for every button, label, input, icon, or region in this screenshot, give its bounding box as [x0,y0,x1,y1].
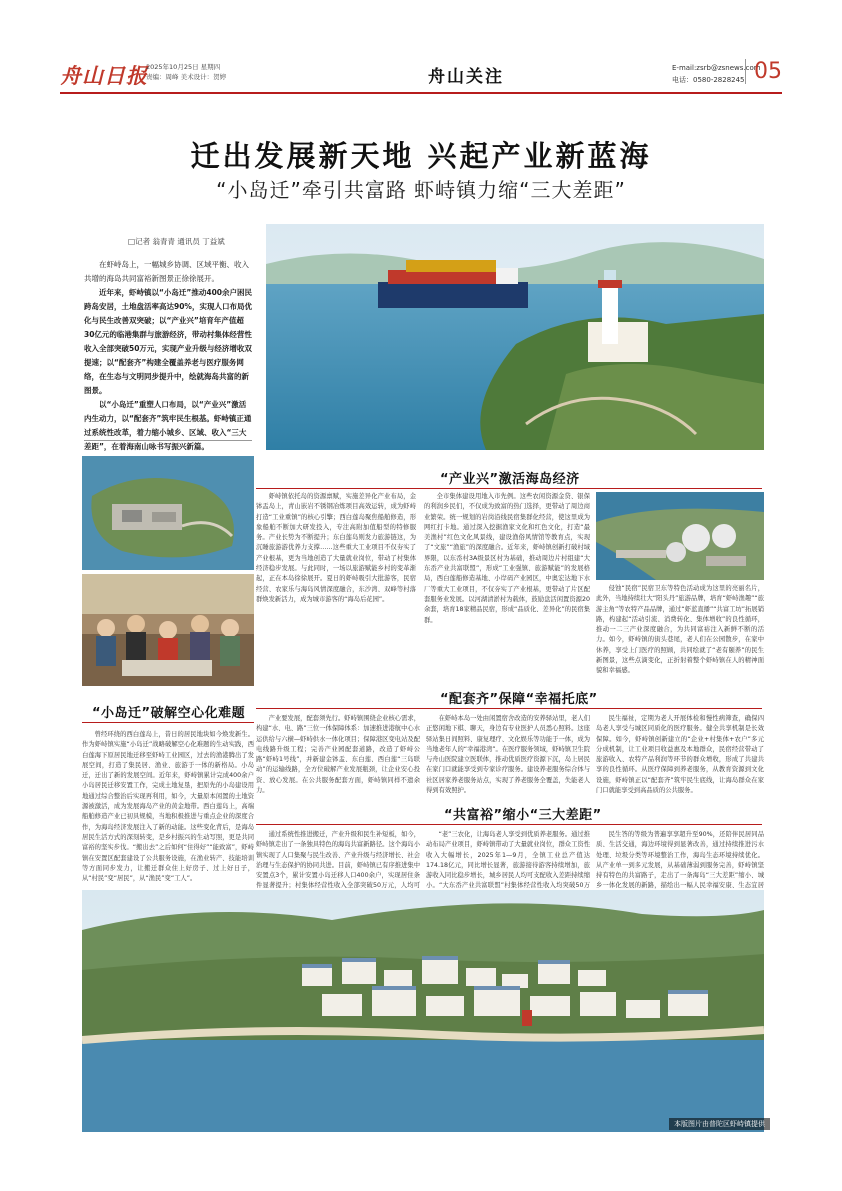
peitao-text-3: 民生福祉，定期为老人开展体检和慢性病筛查，确保四岛老人享受与城区同质化的医疗服务。健全共享机制是长效保障。如今，虾峙镇创新建立的“企业+村集体+农户”多元分成机制，让工业项目收益惠及本地群众，民宿经营带动了旅游收入、农特产品利润等环节的群众增收，形成了共建共享的良性循环。从医疗保障到养老服务，从教育资源到文化设施，虾峙镇正以“配套齐”筑牢民生底线，让海岛群众在家门口就能享受到高品质的公共服务。 [596,715,764,795]
aerial-island-photo [82,456,254,570]
village-panorama-photo [82,890,764,1132]
lead-paragraphs [84,258,252,454]
newspaper-logo: 舟山日报 [60,63,148,88]
community-meeting-photo [82,574,254,686]
page-number: 05 [745,59,782,84]
chanye-column-1 [256,492,416,678]
gongfu-text-3: 民生答的等级为普遍享享超升至90%，还陪伴民居同品质、生活交通，海边环境得到显著改善，通过持续推进污水处理、垃圾分类等环境整治工作，海岛生态环境持续优化。从产业单一到多元发展，从基础薄弱到服务完善，虾峙镇坚持有特色的共富路子，走出了一条海岛“三大差距”缩小、城乡一体化发展的新路，描绘出一幅人民幸福安康、生态宜居 [596,831,764,890]
subheading-chanye-rule [256,488,762,489]
subheading-chanye [440,468,580,487]
section-title: 舟山关注 [428,67,504,87]
gongfu-text-2: “老”三农化，让海岛老人享受到优质养老服务。通过推动布局产业项目，虾峙镇带动了大量就业岗位，群众工资性收入大幅增长，2025年1—9月，全镇工业总产值达174.18亿元，同比增长显著，旅游接待游客持续增加，旅游收入同比稳步增长，城乡居民人均可支配收入差距持续缩小。“大东岙产业共富联盟”村集体经营性收入均突破50万 [426,831,590,890]
chanye-column-3 [596,584,764,680]
subheading-peitao [440,688,598,707]
subheading-gongfu-text: “共富裕”缩小“三大差距” [444,808,602,823]
subheading-chanye-text: “产业兴”激活海岛经济 [440,472,580,487]
lead-paragraph: 近年来，虾峙镇以“小岛迁”推动400余户困民跨岛安居，土地盘活率高达90%，实现人口布局优化与民生改善双突破；以“产业兴”培育年产值超30亿元的临港集群与旅游经济，带动村集体经营性收入全部突破50万元，实现产业升级与经济增收双提速；以“配套齐”构建全覆盖养老与医疗服务网络，在生态与文明同步提升中，绘就海岛共富的新图景。 [84,288,253,395]
issue-info [146,62,226,82]
lead-paragraph: 在虾峙岛上，一幅城乡协调、区域平衡、收入共增的海岛共同富裕新图景正徐徐展开。 [84,260,249,283]
sub-headline: “小岛迁”牵引共富路 虾峙镇力缩“三大差距” [216,178,626,202]
lead-divider [84,440,252,441]
xiaodao-column [82,730,254,886]
byline: □记者 翁青青 通讯员 丁益斌 [128,237,225,246]
gongfu-text-1: 通过系统性推进搬迁，产业升级和民生补短板，如今，虾峙镇走出了一条独具特色的海岛共富新路径。这个海岛小镇实现了人口集聚与民生改善、产业升级与经济增长、社会治理与生态保护的协同共进。目前，虾峙镇已有序推进集中安置点3个，累计安置小岛迁移人口400余户，实现居住条件显著提升；村集体经营性收入全部突破50万元，人均可 [256,831,420,890]
chanye-column-2 [424,492,590,678]
subheading-xiaodao-rule [82,722,254,723]
date-line: 2025年10月25日 星期四 [146,63,221,71]
chanye-text-1: 虾峙镇依托岛的资源禀赋，实施差异化产业布局，金钵盂岛上，青山嵌岩不锈钢冶炼项目高效运转，成为虾峙打造“工业重镇”的核心引擎；西白莲岛聚焦船舶修造，形象船舶不断加大研发投入，专注高附加值船型的特修服务。产业长势为不断提升；东白莲岛则发力旅游链这，为沉睡旅游游优养力支撑……这些重大工业项目不仅夯实了产业根基，更为当地创造了大量就业岗位，带动了村集体经济稳步发展。与此同时，一场以旅游赋能乡村的变革渐起，正在本岛徐徐展开。夏日的虾峙吸引大批游客，民宿经营、农家乐与海岛风情深度融合，东沙湾、双峰等村落群焕发新活力，成为城市游客的“海岛后花园”。 [256,493,416,603]
subheading-gongfu-rule [256,824,762,825]
main-headline: 迁出发展新天地 兴起产业新蓝海 [190,139,652,173]
peitao-text-2: 在虾峙本岛一处由闲置宿舍改造的安养驿站里，老人们正悠闲地下棋、聊天，身边有专业医护人员悉心照料。这座驿站集日间照料、康复理疗、文化娱乐等功能于一体，成为当地老年人的“幸福港湾”。在医疗服务领域，虾峙镇卫生院与舟山医院建立医联体，推动优质医疗资源下沉，岛上居民在家门口就能享受到专家诊疗服务。建设养老服务综合体与社区居家养老服务站点，实现了养老服务全覆盖，失能老人得到有效照护。 [426,715,590,795]
industrial-shipyard-photo [596,492,764,580]
chanye-text-3: 侵蚀“民宿”民宿卫东等特色活动成为这里的亮丽名片，此外，当地持续壮大“阳头丹”旅游品牌，培育“虾峙渔趣”“旅游主角”等农特产品品牌，通过“虾蓝直播”“共富工坊”拓展销路，构建起“活动引流、消费转化、集体增收”的良性循环，推动一二三产业深度融合，为共同富裕注入新鲜不断的活力。如今，虾峙镇的街头巷尾，老人们在公园散步，在家中休养，享受上门医疗的照顾，共同绘就了“老有颐养”的民生新图景，这些点滴变化，正折射着整个虾峙镇在人的精神面貌和幸福感。 [596,585,764,675]
subheading-xiaodao-text: “小岛迁”破解空心化难题 [92,706,246,721]
contact-email[interactable]: E-mail:zsrb@zsnews.com [672,64,761,72]
subheading-gongfu [444,804,602,823]
editor-line: 责编：周峰 美术设计：贺婷 [146,73,227,81]
newspaper-header [60,58,782,94]
subheading-xiaodao [92,702,245,721]
lead-paragraph: 以“小岛迁”重塑人口布局，以“产业兴”激活内生动力，以“配套齐”筑牢民生根基。虾峙镇正通过系统性改革，着力缩小城乡、区域、收入“三大差距”，在着海南山咏书写振兴新篇。 [84,400,252,451]
peitao-column-3 [596,714,764,818]
subheading-peitao-rule [256,708,762,709]
photo-credit: 本版图片由普陀区虾峙镇提供 [669,1118,770,1130]
peitao-column-2 [426,714,590,818]
hero-photo-port-lighthouse [266,224,764,450]
contact-phone: 电话：0580-2828245 [672,76,745,84]
chanye-text-2: 全市集体建设用地入市先例。这些农闲资源金贷、银保的利润乡民们，不仅成为致富的热门选择，更带动了周边商业繁荣。统一规划的岩岗沿线民宿集群化经营，使这里成为网红打卡地。通过深入挖掘渔家文化和红色文化，打造“最美渔村”红色文化风景线，建设渔俗风情馆等教育点，实现了“文旅”“渔旅”的深度融合。近年来，虾峙镇创新打破村域界限，以东岙村3A级景区村为基础，推动周边片村组建“大东岙产业共富联盟”，形成“工业强镇、旅游赋能”的发展格局，西白莲船修造基地、小岸码产业园区，中奥宏达地下水厂等重大工业项目，不仅夯实了产业根基，更带动了片区配套服务业发展。以河湖清淤村为载体，鼓励盘活闲置资源20余套，培育18家精品民宿，形成“品质化、差异化”的民宿集群。 [424,493,590,624]
peitao-column-1 [256,714,420,818]
subheading-peitao-text: “配套齐”保障“幸福托底” [440,692,598,707]
xiaodao-text: 曾经环绕的西白莲岛上，昔日的居民地块如今焕发新生。作为虾峙镇实施“小岛迁”战略破解空心化难题的生动实践，西白莲海下原居民地迁移至虾峙工业园区，过去的渔港腾出了发展空间，打造了集民居、渔业、旅游于一体的新格局。小岛迁，迁出了新的发展空间。近年来，虾峙镇累计完成400余户小岛居民迁移安置工作，完成土地复垦，把原先的小岛建设用地通过综合整治后实现再利用，如今，大量原本闲置的土地资源被激活，成为发展海岛产业的黄金地带。西白莲岛上，高端船舶修造产业已初具规模，当地积极推进与重点企业的深度合作，为海岛经济发展注入了新的动能。这些变化背后，是海岛居民生活方式的深刻转变，是乡村振兴的生动写照，更是共同富裕的坚实步伐。“搬出去”之后如何“住得好”“能致富”，虾峙镇在安置区配套建设了公共服务设施，在渔业转产、技能培训等方面同步发力，让搬迁群众住上好房子、过上好日子，从“村民”变“居民”，从“渔民”变“工人”。 [82,731,254,883]
peitao-text-1: 产业要发展，配套须先行。虾峙镇围绕企业核心需求，构建“水、电、路”三位一体保障体系：加速推进港航中心水运供给与六横—虾峙供水一体化项目；保障港区变电站及配电线路升级工程；完善产业园配套道路，改造了虾峙公路“虾峙1号线”，并新建金钵盂、东白莲、西白莲“三岛联动”的运输线路，全方位破解产业发展瓶颈，让企业安心投资、放心发展。在公共服务配套方面，虾峙镇同样不遗余力。 [256,715,420,795]
